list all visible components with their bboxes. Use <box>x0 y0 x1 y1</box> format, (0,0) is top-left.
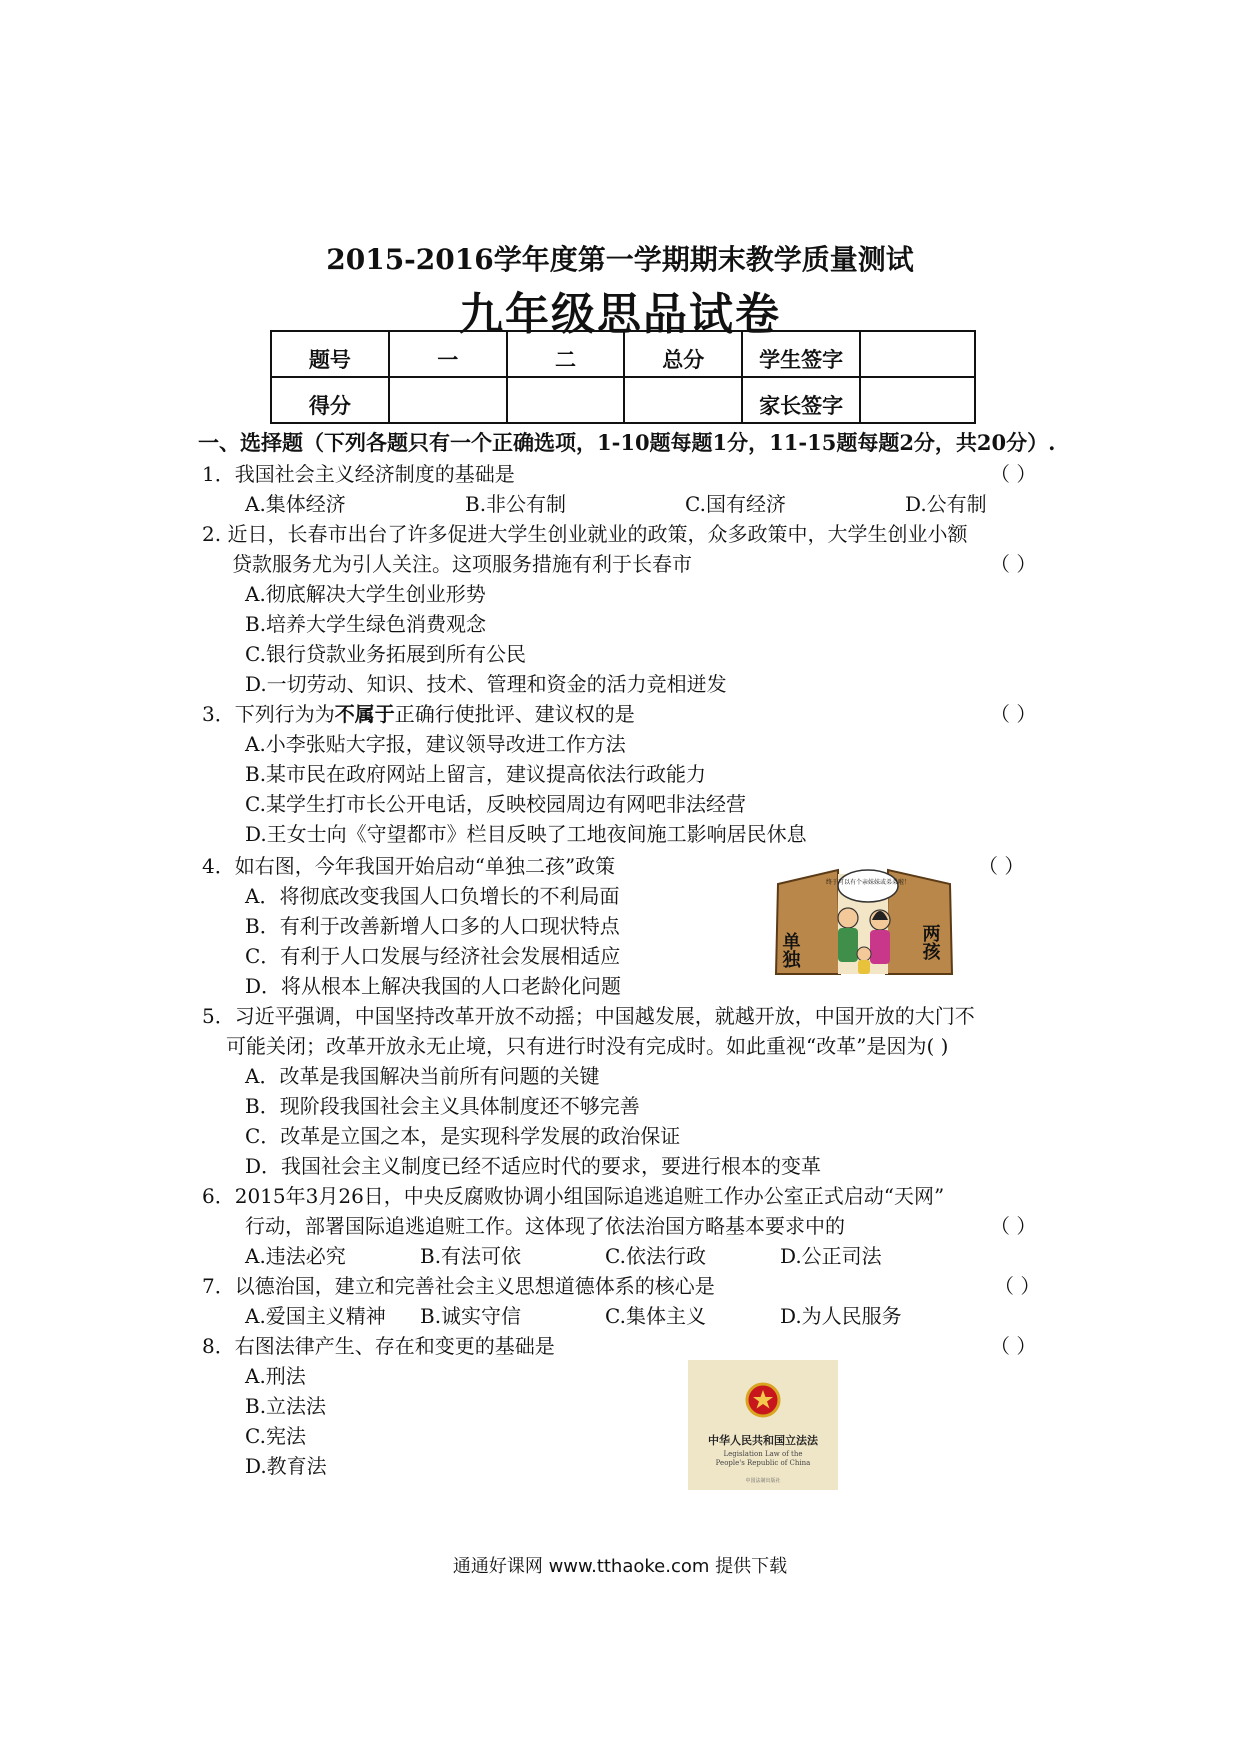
score-table-row <box>271 331 975 377</box>
section-title: 一、选择题（下列各题只有一个正确选项，1-10题每题1分，11-15题每题2分，共20分）. <box>198 430 1056 455</box>
option-a: A.违法必究 <box>245 1244 346 1268</box>
option-a: A.彻底解决大学生创业形势 <box>245 582 486 606</box>
score-cell: 得分 <box>271 377 389 423</box>
book-title-en-line1: Legislation Law of the <box>723 1450 803 1458</box>
question-5-stem: 可能关闭；改革开放永无止境，只有进行时没有完成时。如此重视“改革”是因为( ) <box>226 1034 949 1058</box>
option-b: B.立法法 <box>245 1394 327 1418</box>
option-d: D.教育法 <box>245 1454 327 1478</box>
option-a: A.爱国主义精神 <box>245 1304 386 1328</box>
speech-bubble-icon <box>838 870 898 902</box>
score-entry-cell[interactable] <box>389 377 507 423</box>
option-a: A.集体经济 <box>245 492 346 516</box>
question-2-stem: 贷款服务尤为引人关注。这项服务措施有利于长春市 <box>232 552 692 576</box>
option-b: B.培养大学生绿色消费观念 <box>245 612 487 636</box>
download-footer: 通通好课网 www.tthaoke.com 提供下载 <box>452 1556 788 1577</box>
question-6-stem: 行动，部署国际追逃追赃工作。这体现了依法治国方略基本要求中的 <box>245 1214 845 1238</box>
score-cell: 家长签字 <box>742 377 860 423</box>
score-cell: 一 <box>389 331 507 377</box>
option-a: A．将彻底改变我国人口负增长的不利局面 <box>245 884 620 908</box>
score-cell: 题号 <box>271 331 389 377</box>
signature-cell[interactable] <box>860 331 975 377</box>
question-5-stem: 5．习近平强调，中国坚持改革开放不动摇；中国越发展，就越开放，中国开放的大门不 <box>202 1004 975 1028</box>
question-4-stem: 4．如右图，今年我国开始启动“单独二孩”政策 <box>202 854 616 878</box>
score-cell: 二 <box>507 331 625 377</box>
answer-blank[interactable]: （ ） <box>990 1334 1037 1358</box>
father-head-icon <box>838 908 858 928</box>
option-a: A．改革是我国解决当前所有问题的关键 <box>245 1064 600 1088</box>
child-body-icon <box>858 960 870 974</box>
option-c: C．改革是立国之本，是实现科学发展的政治保证 <box>245 1124 681 1148</box>
answer-blank[interactable]: （ ） <box>990 462 1037 486</box>
score-table <box>270 330 976 424</box>
option-b: B．现阶段我国社会主义具体制度还不够完善 <box>245 1094 640 1118</box>
option-c: C.宪法 <box>245 1424 306 1448</box>
option-d: D．我国社会主义制度已经不适应时代的要求，要进行根本的变革 <box>245 1154 822 1178</box>
question-8-stem: 8．右图法律产生、存在和变更的基础是 <box>202 1334 555 1358</box>
answer-blank[interactable]: （ ） <box>990 1214 1037 1238</box>
option-b: B．有利于改善新增人口多的人口现状特点 <box>245 914 620 938</box>
option-d: D.王女士向《守望都市》栏目反映了工地夜间施工影响居民休息 <box>245 822 807 846</box>
option-d: D.一切劳动、知识、技术、管理和资金的活力竞相迸发 <box>245 672 727 696</box>
question-7-stem: 7．以德治国，建立和完善社会主义思想道德体系的核心是 <box>202 1274 715 1298</box>
answer-blank[interactable]: （ ） <box>990 702 1037 726</box>
option-b: B.某市民在政府网站上留言，建议提高依法行政能力 <box>245 762 707 786</box>
policy-cartoon-figure <box>768 862 958 982</box>
option-d: D.公有制 <box>905 492 987 516</box>
mother-body-icon <box>870 930 890 964</box>
question-1-stem: 1．我国社会主义经济制度的基础是 <box>202 462 515 486</box>
score-cell: 总分 <box>624 331 742 377</box>
speech-bubble-text: 终于可以有个亲妹妹或弟弟啦！ <box>825 879 911 886</box>
option-d: D.为人民服务 <box>780 1304 902 1328</box>
question-2-stem: 2. 近日，长春市出台了许多促进大学生创业就业的政策，众多政策中，大学生创业小额 <box>202 522 968 546</box>
answer-blank[interactable]: （ ） <box>994 1274 1041 1298</box>
exam-title-line2: 九年级思品试卷 <box>459 289 781 340</box>
score-entry-cell[interactable] <box>507 377 625 423</box>
child-head-icon <box>857 947 871 961</box>
option-b: B.非公有制 <box>465 492 567 516</box>
score-cell: 学生签字 <box>742 331 860 377</box>
option-b: B.有法可依 <box>420 1244 522 1268</box>
option-c: C.依法行政 <box>605 1244 706 1268</box>
figure-label-left: 单独 <box>779 932 801 968</box>
figure-label-right: 两孩 <box>919 924 941 960</box>
answer-blank[interactable]: （ ） <box>978 854 1025 878</box>
score-entry-cell[interactable] <box>624 377 742 423</box>
option-c: C．有利于人口发展与经济社会发展相适应 <box>245 944 621 968</box>
signature-cell[interactable] <box>860 377 975 423</box>
question-3-stem-post: 正确行使批评、建议权的是 <box>394 702 635 726</box>
option-c: C.集体主义 <box>605 1304 706 1328</box>
question-3-stem-pre: 3．下列行为为 <box>202 702 335 726</box>
question-3-stem <box>202 698 635 727</box>
option-d: D.公正司法 <box>780 1244 882 1268</box>
option-c: C.国有经济 <box>685 492 786 516</box>
option-c: C.某学生打市长公开电话，反映校园周边有网吧非法经营 <box>245 792 746 816</box>
question-3-emphasis: 不属于 <box>334 702 395 726</box>
option-a: A.小李张贴大字报，建议领导改进工作方法 <box>245 732 626 756</box>
law-book-cover-figure <box>688 1360 838 1490</box>
book-publisher: 中国法制出版社 <box>745 1478 781 1484</box>
book-title-en-line2: People's Republic of China <box>715 1459 811 1467</box>
option-a: A.刑法 <box>245 1364 306 1388</box>
option-b: B.诚实守信 <box>420 1304 522 1328</box>
score-table-row <box>271 377 975 423</box>
answer-blank[interactable]: （ ） <box>990 552 1037 576</box>
father-body-icon <box>838 928 858 962</box>
book-cover-background <box>688 1360 838 1490</box>
book-title-cn: 中华人民共和国立法法 <box>708 1434 818 1447</box>
exam-title-line1: 2015-2016学年度第一学期期末教学质量测试 <box>326 243 914 276</box>
option-c: C.银行贷款业务拓展到所有公民 <box>245 642 526 666</box>
question-6-stem: 6．2015年3月26日，中央反腐败协调小组国际追逃追赃工作办公室正式启动“天网” <box>202 1184 945 1208</box>
option-d: D．将从根本上解决我国的人口老龄化问题 <box>245 974 622 998</box>
